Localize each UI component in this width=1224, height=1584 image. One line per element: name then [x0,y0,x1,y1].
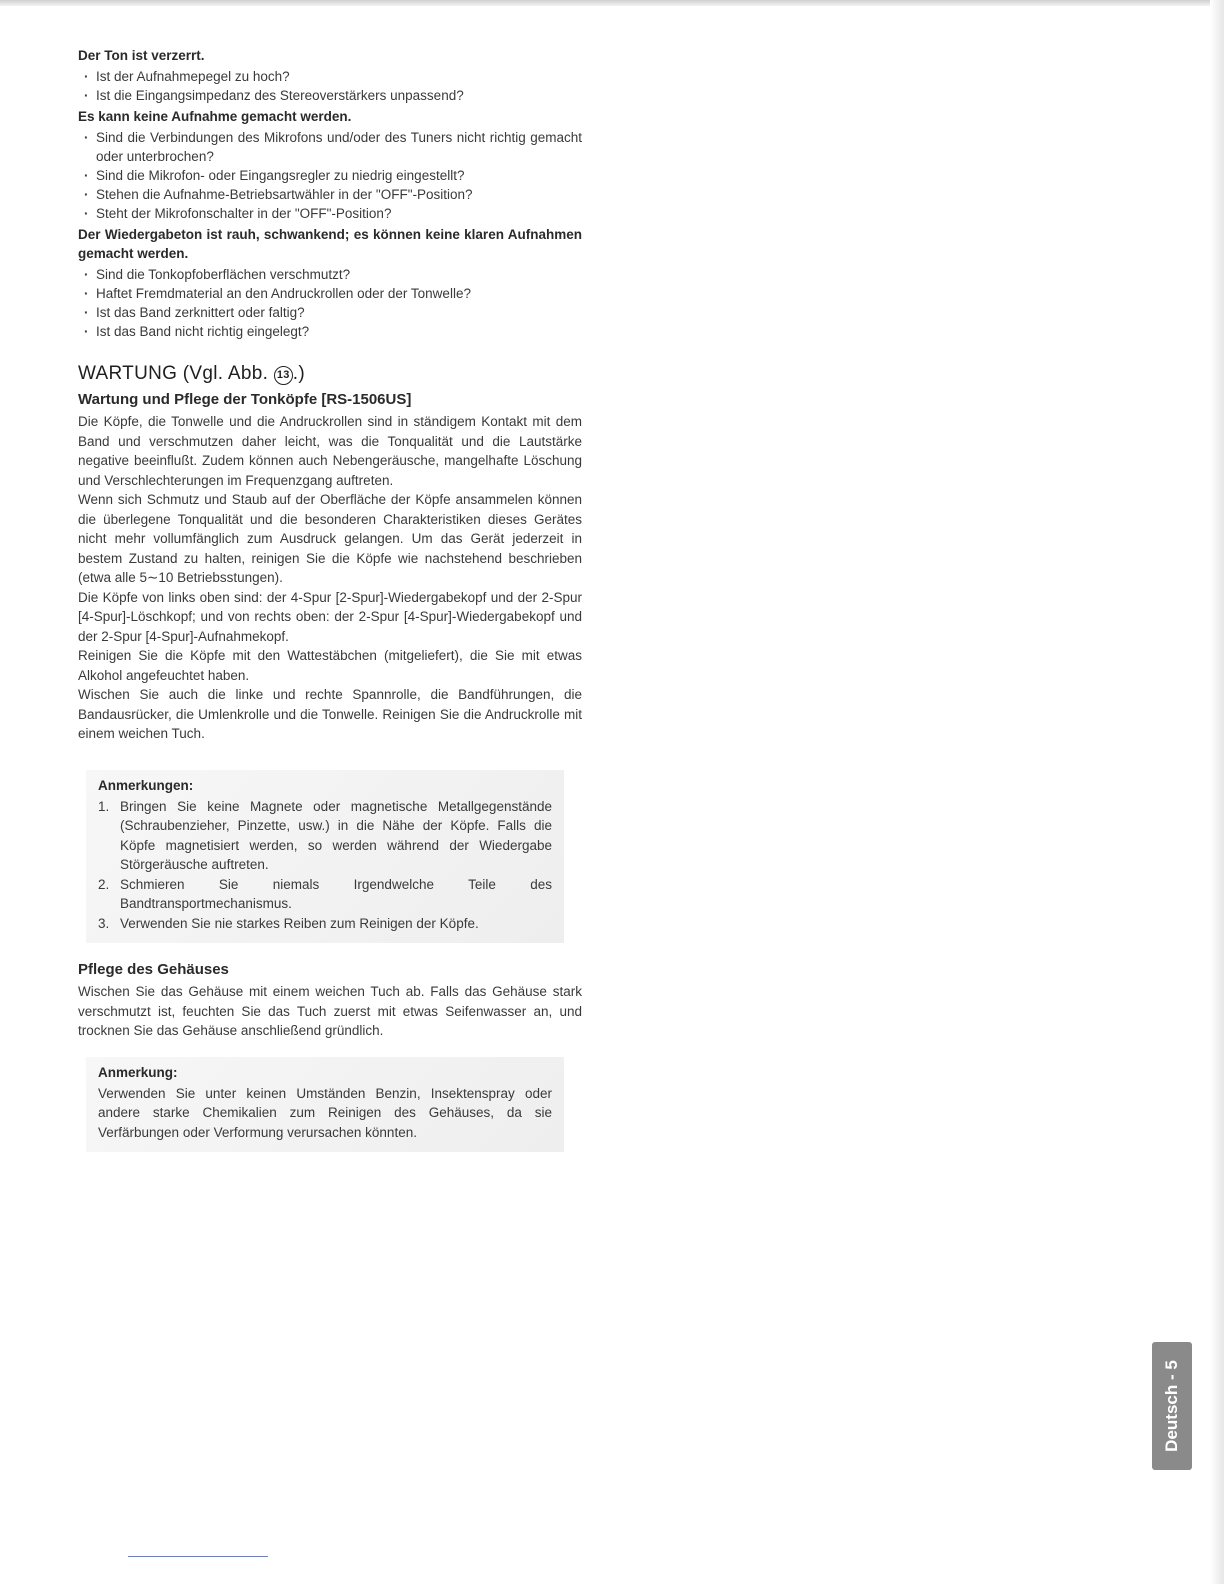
list-item: · Stehen die Aufnahme-Betriebsartwähler in der "OFF"-Position? [84,185,582,204]
language-page-tab [1152,1342,1192,1470]
note-number: 2. [98,876,110,892]
paragraph: Wenn sich Schmutz und Staub auf der Oberfläche der Köpfe ansammelen können die überlegene Tonqualität und die besonderen Charakteristiken dieses Gerätes nicht mehr vollumfänglich zum Ausdruck gelangen. Um das Gerät jederzeit in bestem Zustand zu halten, reinigen Sie die Köpfe wie nachstehend beschrieben (etwa alle 5∼10 Betriebsstungen). [78,492,582,585]
note-number: 1. [98,798,110,814]
list-item: · Haftet Fremdmaterial an den Andruckrollen oder der Tonwelle? [84,284,582,303]
paragraph: Reinigen Sie die Köpfe mit den Wattestäbchen (mitgeliefert), die Sie mit etwas Alkohol angefeuchtet haben. [78,648,582,683]
list-item: · Sind die Verbindungen des Mikrofons und/oder des Tuners nicht richtig gemacht oder unterbrochen? [84,128,582,166]
note-item [98,797,552,875]
note-text: Bringen Sie keine Magnete oder magnetische Metallgegenstände (Schraubenzieher, Pinzette, usw.) in die Nähe der Köpfe. Falls die Köpfe magnetisiert werden, so werden während der Wiedergabe Störgeräusche auftreten. [120,798,552,872]
note-item [98,875,552,914]
section-title-end: .) [292,363,305,384]
note-text: Verwenden Sie nie starkes Reiben zum Reinigen der Köpfe. [120,915,479,931]
list-item: · Sind die Tonkopfoberflächen verschmutzt? [84,265,582,284]
trouble-heading-distorted: Der Ton ist verzerrt. [78,48,205,63]
paragraph: Wischen Sie das Gehäuse mit einem weichen Tuch ab. Falls das Gehäuse stark verschmutzt ist, feuchten Sie das Tuch zuerst mit etwas Seifenwasser an, und trocknen Sie das Gehäuse anschließend gründlich. [78,984,582,1038]
language-page-tab-label: Deutsch - 5 [1162,1360,1181,1452]
notes-list [98,797,552,934]
note-number: 3. [98,915,110,931]
note-item [98,914,552,934]
notes-box-housing [86,1057,564,1153]
page-top-edge [0,0,1224,6]
notes-title: Anmerkung: [98,1064,178,1080]
list-item: · Sind die Mikrofon- oder Eingangsregler zu niedrig eingestellt? [84,166,582,185]
sub-title-heads: Wartung und Pflege der Tonköpfe [RS-1506US] [78,391,412,408]
section-title-text: WARTUNG (Vgl. Abb. [78,363,269,384]
paragraph: Wischen Sie auch die linke und rechte Spannrolle, die Bandführungen, die Bandausrücker, die Umlenkrolle und die Tonwelle. Reinigen Sie die Andruckrolle mit einem weichen Tuch. [78,687,582,741]
main-column [78,44,582,1152]
trouble-heading-rough-playback: Der Wiedergabeton ist rauh, schwankend; es können keine klaren Aufnahmen gemacht werden. [78,227,582,261]
trouble-list-distorted [78,67,582,105]
paragraph: Die Köpfe von links oben sind: der 4-Spur [2-Spur]-Wiedergabekopf und der 2-Spur [4-Spur]-Löschkopf; und von rechts oben: der 2-Spur [4-Spur]-Wiedergabekopf und der 2-Spur [4-Spur]-Aufnahmekopf. [78,589,582,644]
footer-rule [128,1556,268,1557]
notes-box-heads [86,770,564,944]
note-text: Verwenden Sie unter keinen Umständen Benzin, Insektenspray oder andere starke Chemikalien zum Reinigen des Gehäuses, da sie Verfärbungen oder Verformung verursachen könnten. [98,1085,552,1140]
trouble-heading-no-recording: Es kann keine Aufnahme gemacht werden. [78,109,352,124]
notes-title: Anmerkungen: [98,777,194,793]
list-item: · Steht der Mikrofonschalter in der "OFF"-Position? [84,204,582,223]
figure-number-badge: 13 [274,366,293,385]
trouble-list-no-recording [78,128,582,223]
paragraph: Die Köpfe, die Tonwelle und die Andruckrollen sind in ständigem Kontakt mit dem Band und verschmutzen daher leicht, was die Tonqualität und die Lautstärke negative beeinflußt. Zudem können auch Nebengeräusche, mangelhafte Löschung und Verschlechterungen im Frequenzgang auftreten. [78,414,582,488]
list-item: · Ist der Aufnahmepegel zu hoch? [84,67,582,86]
section-title-wartung [78,363,582,385]
sub-title-housing: Pflege des Gehäuses [78,961,229,978]
list-item: · Ist das Band zerknittert oder faltig? [84,303,582,322]
page-right-edge [1210,0,1224,1584]
list-item: · Ist die Eingangsimpedanz des Stereoverstärkers unpassend? [84,86,582,105]
note-text: Schmieren Sie niemals Irgendwelche Teile des Bandtransportmechanismus. [120,876,552,911]
list-item: · Ist das Band nicht richtig eingelegt? [84,322,582,341]
trouble-list-rough-playback [78,265,582,341]
